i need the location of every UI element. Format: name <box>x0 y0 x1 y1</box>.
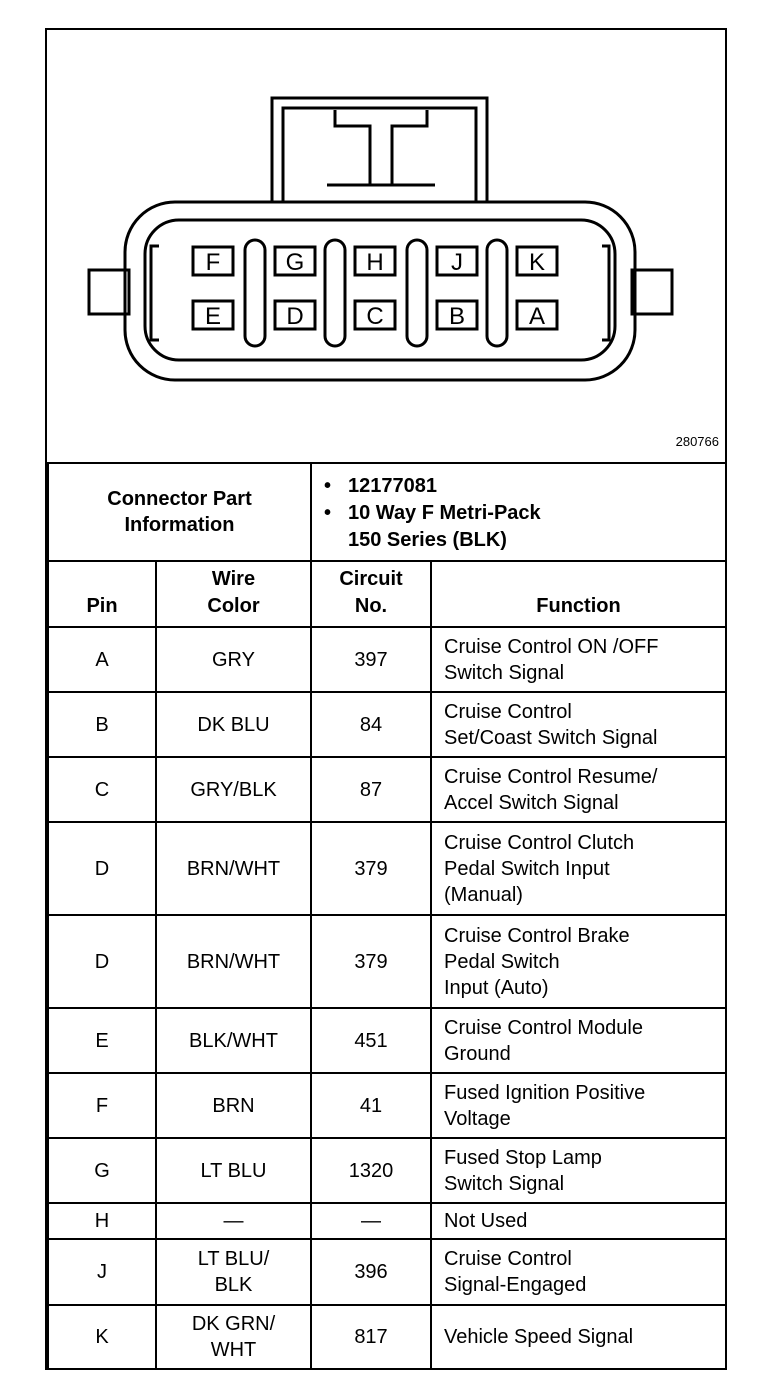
connector-body-outer <box>125 202 635 380</box>
pin-cell: A <box>48 627 156 692</box>
pin-cell: G <box>48 1138 156 1203</box>
pin-label: B <box>448 303 466 330</box>
function-cell: Cruise Control ON /OFF Switch Signal <box>431 627 726 692</box>
circuit-cell: 817 <box>311 1305 431 1369</box>
part-description-line1: 10 Way F Metri-Pack <box>348 501 541 524</box>
part-info-label-line1: Connector Part <box>107 488 252 510</box>
pin-label: K <box>528 249 546 276</box>
circuit-cell: 379 <box>311 915 431 1008</box>
wire-color-cell: BRN <box>156 1073 311 1138</box>
wire-color-cell: — <box>156 1203 311 1239</box>
connector-body-inner <box>145 220 615 360</box>
wire-color-cell: BRN/WHT <box>156 822 311 915</box>
function-cell: Fused Stop Lamp Switch Signal <box>431 1138 726 1203</box>
pin-label: A <box>528 303 546 330</box>
pin-label: E <box>204 303 222 330</box>
function-cell: Fused Ignition Positive Voltage <box>431 1073 726 1138</box>
pin-cell: B <box>48 692 156 757</box>
table-row <box>48 1073 726 1138</box>
table-row <box>48 1239 726 1305</box>
function-cell: Cruise Control Module Ground <box>431 1008 726 1073</box>
table-row <box>48 1305 726 1369</box>
pin-label: G <box>285 249 305 276</box>
pin-label: C <box>366 303 384 330</box>
circuit-cell: 84 <box>311 692 431 757</box>
right-mounting-ear <box>632 270 672 314</box>
header-function: Function <box>431 561 726 627</box>
part-info-row <box>48 463 726 561</box>
pin-label: J <box>451 249 463 276</box>
wire-color-cell: GRY <box>156 627 311 692</box>
wire-color-cell: GRY/BLK <box>156 757 311 822</box>
wire-color-cell: DK BLU <box>156 692 311 757</box>
wire-color-cell: LT BLU <box>156 1138 311 1203</box>
part-info-label-line2: Information <box>124 514 235 536</box>
pin-cell: F <box>48 1073 156 1138</box>
pin-cell: D <box>48 915 156 1008</box>
pin-label: D <box>286 303 304 330</box>
circuit-cell: 87 <box>311 757 431 822</box>
table-row <box>48 627 726 692</box>
circuit-cell: 1320 <box>311 1138 431 1203</box>
header-wire-color: Wire Color <box>156 561 311 627</box>
connector-pinout-table <box>47 462 727 1370</box>
table-row <box>48 915 726 1008</box>
circuit-cell: — <box>311 1203 431 1239</box>
pin-cell: C <box>48 757 156 822</box>
header-circuit: Circuit No. <box>311 561 431 627</box>
part-info-details: • 12177081 • 10 Way F Metri-Pack 150 Series (BLK) <box>311 463 726 561</box>
function-cell: Cruise Control Set/Coast Switch Signal <box>431 692 726 757</box>
table-row <box>48 822 726 915</box>
wire-color-cell: BRN/WHT <box>156 915 311 1008</box>
pin-cell: J <box>48 1239 156 1305</box>
connector-figure-frame <box>45 28 727 1370</box>
header-pin: Pin <box>48 561 156 627</box>
function-cell: Not Used <box>431 1203 726 1239</box>
circuit-cell: 451 <box>311 1008 431 1073</box>
part-number: 12177081 <box>348 474 437 497</box>
pin-label: H <box>366 249 384 276</box>
function-cell: Vehicle Speed Signal <box>431 1305 726 1369</box>
circuit-cell: 41 <box>311 1073 431 1138</box>
table-row <box>48 1138 726 1203</box>
wire-color-cell: LT BLU/ BLK <box>156 1239 311 1305</box>
pin-cell: K <box>48 1305 156 1369</box>
function-cell: Cruise Control Signal-Engaged <box>431 1239 726 1305</box>
figure-id: 280766 <box>675 434 719 449</box>
circuit-cell: 397 <box>311 627 431 692</box>
circuit-cell: 396 <box>311 1239 431 1305</box>
function-cell: Cruise Control Clutch Pedal Switch Input (Manual) <box>431 822 726 915</box>
part-description-line2: 150 Series (BLK) <box>348 528 507 551</box>
function-cell: Cruise Control Brake Pedal Switch Input (Auto) <box>431 915 726 1008</box>
wire-color-cell: BLK/WHT <box>156 1008 311 1073</box>
circuit-cell: 379 <box>311 822 431 915</box>
pin-cell: D <box>48 822 156 915</box>
pin-label: F <box>205 249 221 276</box>
header-row <box>48 561 726 627</box>
part-info-label <box>48 463 311 561</box>
table-row <box>48 1203 726 1239</box>
function-cell: Cruise Control Resume/ Accel Switch Signal <box>431 757 726 822</box>
connector-latch <box>272 98 487 203</box>
table-row <box>48 1008 726 1073</box>
connector-diagram <box>47 30 725 462</box>
left-mounting-ear <box>89 270 129 314</box>
wire-color-cell: DK GRN/ WHT <box>156 1305 311 1369</box>
pin-cell: E <box>48 1008 156 1073</box>
table-row <box>48 692 726 757</box>
pin-cell: H <box>48 1203 156 1239</box>
table-row <box>48 757 726 822</box>
